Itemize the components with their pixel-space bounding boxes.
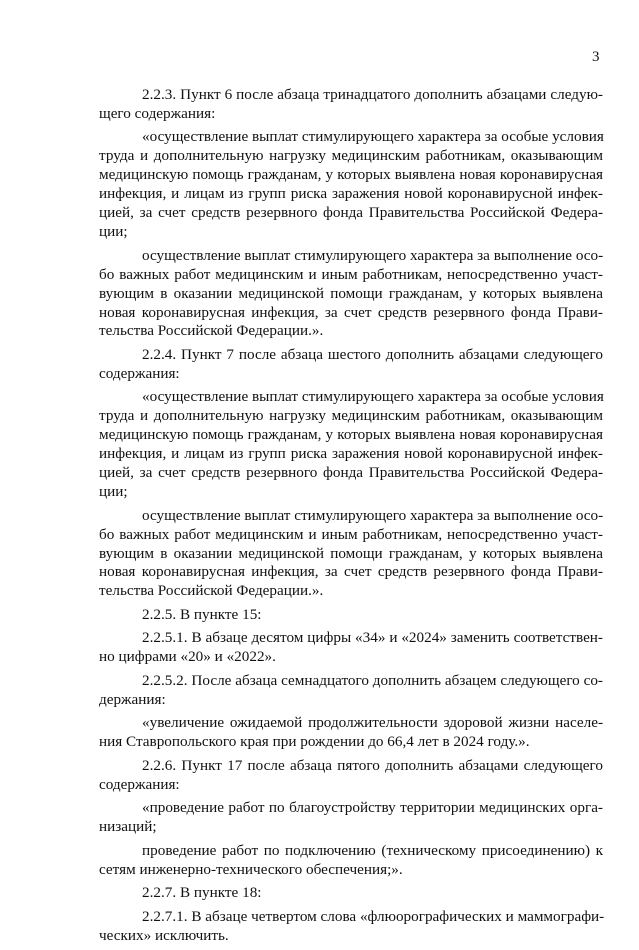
paragraph bbox=[99, 884, 603, 903]
text-line: инфекция, и лицам из групп риска заражения новой коронавирусной инфек- bbox=[99, 185, 603, 203]
text-line: ции; bbox=[99, 483, 128, 501]
text-line: медицинскую помощь гражданам, у которых выявлена новая коронавирусная bbox=[99, 426, 603, 444]
text-line: содержания: bbox=[99, 775, 180, 793]
text-line: «проведение работ по благоустройству территории медицинских орга- bbox=[142, 799, 603, 817]
paragraph bbox=[99, 128, 603, 242]
text-line: осуществление выплат стимулирующего характера за выполнение осо- bbox=[142, 246, 604, 264]
text-line: ния Ставропольского края при рождении до 66,4 лет в 2024 году.». bbox=[99, 733, 530, 751]
paragraph bbox=[99, 908, 603, 946]
paragraph bbox=[99, 606, 603, 625]
text-line: ческих» исключить. bbox=[99, 926, 229, 944]
text-line: содержания: bbox=[99, 364, 180, 382]
text-line: 2.2.4. Пункт 7 после абзаца шестого дополнить абзацами следующего bbox=[142, 345, 603, 363]
text-line: 2.2.7. В пункте 18: bbox=[142, 884, 262, 902]
document-body bbox=[99, 86, 603, 950]
paragraph bbox=[99, 799, 603, 837]
text-line: инфекция, и лицам из групп риска заражения новой коронавирусной инфек- bbox=[99, 445, 603, 463]
text-line: труда и дополнительную нагрузку медицинским работникам, оказывающим bbox=[99, 407, 603, 425]
text-line: цией, за счет средств резервного фонда Правительства Российской Федера- bbox=[99, 204, 603, 222]
text-line: медицинскую помощь гражданам, у которых выявлена новая коронавирусная bbox=[99, 166, 603, 184]
text-line: сетям инженерно-технического обеспечения;». bbox=[99, 860, 403, 878]
text-line: «увеличение ожидаемой продолжительности здоровой жизни населе- bbox=[142, 714, 603, 732]
text-line: ции; bbox=[99, 223, 128, 241]
paragraph bbox=[99, 346, 603, 384]
text-line: проведение работ по подключению (техническому присоединению) к bbox=[142, 841, 603, 859]
text-line: «осуществление выплат стимулирующего характера за особые условия bbox=[142, 128, 604, 146]
text-line: тельства Российской Федерации.». bbox=[99, 582, 324, 600]
text-line: цией, за счет средств резервного фонда Правительства Российской Федера- bbox=[99, 464, 603, 482]
text-line: бо важных работ медицинским и иным работникам, непосредственно участ- bbox=[99, 525, 603, 543]
paragraph bbox=[99, 507, 603, 602]
paragraph bbox=[99, 842, 603, 880]
text-line: 2.2.5.2. После абзаца семнадцатого дополнить абзацем следующего со- bbox=[142, 671, 603, 689]
text-line: 2.2.5.1. В абзаце десятом цифры «34» и «2024» заменить соответствен- bbox=[142, 629, 603, 647]
paragraph bbox=[99, 757, 603, 795]
paragraph-gap bbox=[99, 946, 603, 950]
text-line: бо важных работ медицинским и иным работникам, непосредственно участ- bbox=[99, 265, 603, 283]
text-line: осуществление выплат стимулирующего характера за выполнение осо- bbox=[142, 506, 604, 524]
text-line: новая коронавирусная инфекция, за счет средств резервного фонда Прави- bbox=[99, 303, 603, 321]
paragraph bbox=[99, 86, 603, 124]
text-line: 2.2.3. Пункт 6 после абзаца тринадцатого дополнить абзацами следую- bbox=[142, 86, 603, 103]
paragraph bbox=[99, 672, 603, 710]
text-line: вующим в оказании медицинской помощи гражданам, у которых выявлена bbox=[99, 284, 603, 302]
text-line: но цифрами «20» и «2022». bbox=[99, 648, 276, 666]
paragraph bbox=[99, 247, 603, 342]
text-line: низаций; bbox=[99, 818, 157, 836]
paragraph bbox=[99, 629, 603, 667]
text-line: «осуществление выплат стимулирующего характера за особые условия bbox=[142, 388, 604, 406]
text-line: труда и дополнительную нагрузку медицинским работникам, оказывающим bbox=[99, 147, 603, 165]
text-line: 2.2.7.1. В абзаце четвертом слова «флюорографических и маммографи- bbox=[142, 907, 605, 925]
text-line: 2.2.5. В пункте 15: bbox=[142, 605, 262, 623]
paragraph bbox=[99, 388, 603, 502]
text-line: держания: bbox=[99, 690, 166, 708]
text-line: новая коронавирусная инфекция, за счет средств резервного фонда Прави- bbox=[99, 563, 603, 581]
page-number: 3 bbox=[592, 49, 600, 65]
text-line: тельства Российской Федерации.». bbox=[99, 322, 324, 340]
text-line: 2.2.6. Пункт 17 после абзаца пятого дополнить абзацами следующего bbox=[142, 756, 603, 774]
text-line: вующим в оказании медицинской помощи гражданам, у которых выявлена bbox=[99, 544, 603, 562]
paragraph bbox=[99, 714, 603, 752]
text-line: щего содержания: bbox=[99, 104, 216, 122]
